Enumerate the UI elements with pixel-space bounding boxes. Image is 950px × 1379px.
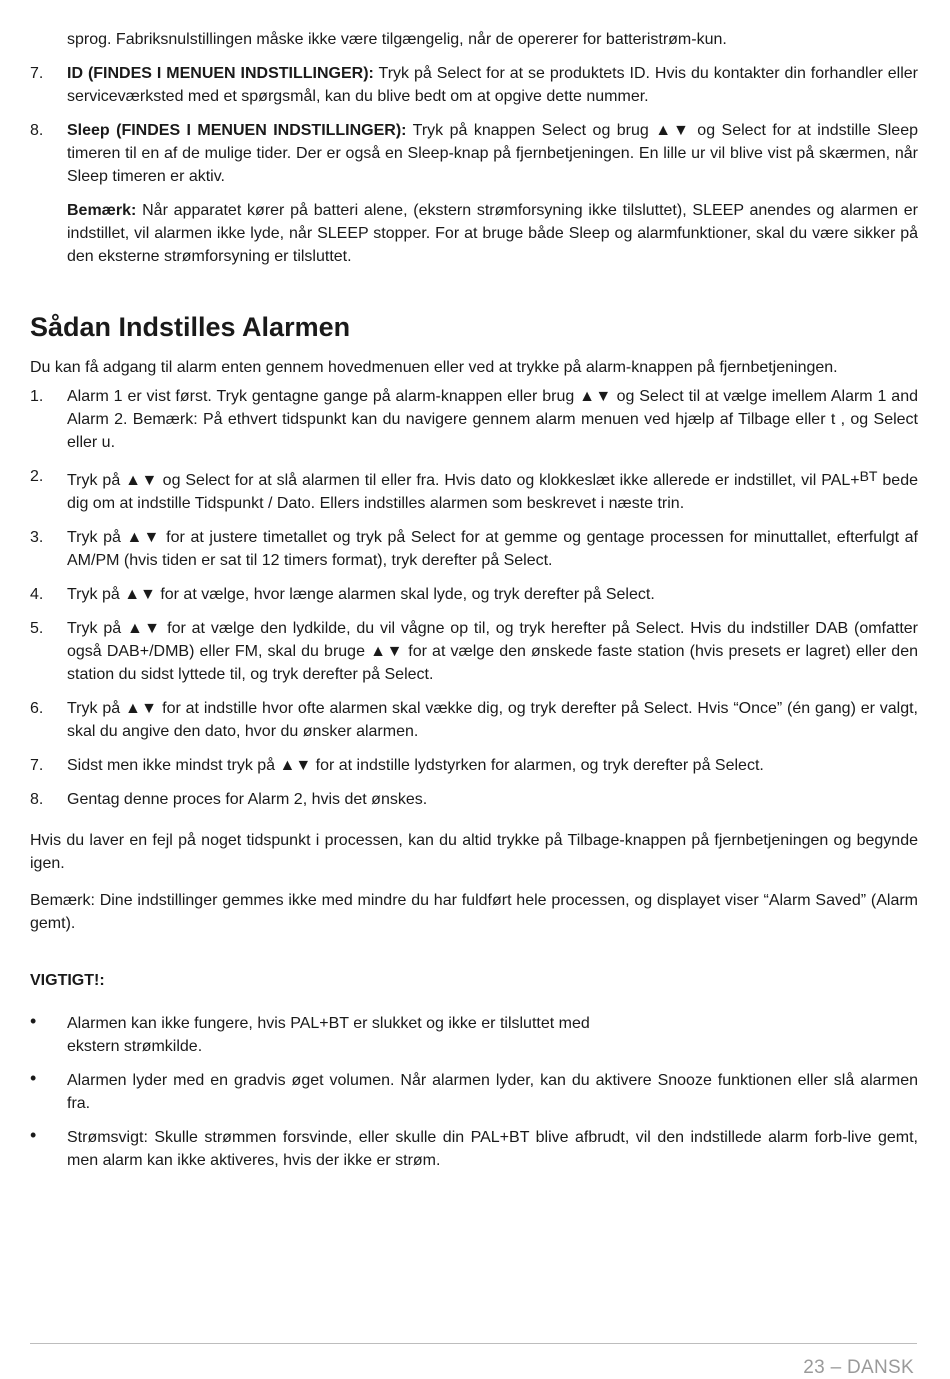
page-content: [30, 28, 918, 1172]
settings-item-id: [30, 62, 918, 108]
note-label: Bemærk:: [67, 202, 137, 219]
error-note: Hvis du laver en fejl på noget tidspunkt i processen, kan du altid trykke på Tilbage-knappen på fjernbetjeningen og begynde igen.: [30, 832, 918, 872]
alarm-step: [30, 617, 918, 686]
item-label: Sleep (FINDES I MENUEN INDSTILLINGER):: [67, 122, 407, 139]
alarm-step: [30, 385, 918, 454]
step-text: Tryk på ▲▼ for at vælge, hvor længe alarmen skal lyde, og tryk derefter på Select.: [67, 586, 655, 603]
step-text: Tryk på ▲▼ for at justere timetallet og tryk på Select for at gemme og gentage processen for minuttallet, efterfulgt af AM/PM (hvis tiden er sat til 12 timers format), tryk derefter på Select.: [67, 529, 918, 569]
alarm-step: [30, 465, 918, 515]
alarm-step: [30, 788, 918, 811]
page-number-label: 23 – DANSK: [803, 1357, 914, 1378]
continuation-text: sprog. Fabriksnulstillingen måske ikke være tilgængelig, når de opererer for batteristrøm-kun.: [67, 31, 727, 48]
step-text: Gentag denne proces for Alarm 2, hvis det ønskes.: [67, 791, 428, 808]
item-text: Tryk på knappen Select og brug ▲▼ og Select for at indstille Sleep timeren til en af de mulige tider. Der er også en Sleep-knap på fjernbetjeningen. En lille ur vil blive vist på skærmen, når Sleep timeren er aktiv.: [67, 122, 918, 185]
bullet-text: Alarmen kan ikke fungere, hvis PAL+BT er slukket og ikke er tilsluttet med: [67, 1015, 590, 1032]
sleep-note: [30, 199, 918, 268]
step-text-continued: bede dig om at indstille Tidspunkt / Dato. Ellers indstilles alarmen som beskrevet i næste trin.: [67, 472, 918, 512]
bullet-text: Alarmen lyder med en gradvis øget volumen. Når alarmen lyder, kan du aktivere Snooze funktionen eller slå alarmen fra.: [67, 1072, 918, 1112]
step-text: Tryk på ▲▼ for at indstille hvor ofte alarmen skal vække dig, og tryk derefter på Select. Hvis “Once” (én gang) er valgt, skal du angive den dato, hvor du ønsker alarmen.: [67, 700, 918, 740]
important-heading: VIGTIGT!:: [30, 972, 105, 989]
important-bullet: [30, 1126, 918, 1172]
item-label: ID (FINDES I MENUEN INDSTILLINGER):: [67, 65, 374, 82]
item-text: Tryk på Select for at se produktets ID. Hvis du kontakter din forhandler eller serviceværksted med et spørgsmål, kan du blive bedt om at opgive dette nummer.: [67, 65, 919, 105]
item-number: 7.: [30, 65, 44, 82]
note-text: Når apparatet kører på batteri alene, (ekstern strømforsyning ikke tilsluttet), SLEEP anendes og alarmen er indstillet, vil alarmen ikke lyde, når SLEEP stopper. For at bruge både Sleep og alarmfunktioner, skal du være sikker på den eksterne strømforsyning er tilsluttet.: [67, 202, 918, 265]
step-number: 1.: [30, 388, 44, 405]
step-text: Tryk på ▲▼ og Select for at slå alarmen til eller fra. Hvis dato og klokkeslæt ikke allerede er indstillet, vil PAL+: [67, 472, 860, 489]
step-number: 4.: [30, 586, 44, 603]
step-number: 2.: [30, 468, 44, 485]
footer-divider: [30, 1343, 917, 1344]
bullet-dot: •: [30, 1125, 37, 1145]
step-text: Alarm 1 er vist først. Tryk gentagne gange på alarm-knappen eller brug ▲▼ og Select til at vælge imellem Alarm 1 and Alarm 2. Bemærk: På ethvert tidspunkt kan du navigere gennem alarm menuen ved hjælp af Tilbage eller t , og Select eller u.: [67, 388, 918, 451]
step-text: Tryk på ▲▼ for at vælge den lydkilde, du vil vågne op til, og tryk herefter på Select. Hvis du indstiller DAB (omfatter også DAB+/DMB) eller FM, skal du bruge ▲▼ for at vælge den ønskede faste station (hvis presets er lagret) eller den station du sidst lyttede til, og tryk derefter på Select.: [67, 620, 918, 683]
saved-note: Bemærk: Dine indstillinger gemmes ikke med mindre du har fuldført hele processen, og displayet viser “Alarm Saved” (Alarm gemt).: [30, 892, 918, 932]
section-intro: Du kan få adgang til alarm enten gennem hovedmenuen eller ved at trykke på alarm-knappen på fjernbetjeningen.: [30, 359, 838, 376]
alarm-step: [30, 697, 918, 743]
item-number: 8.: [30, 122, 44, 139]
bullet-text: Strømsvigt: Skulle strømmen forsvinde, eller skulle din PAL+BT blive afbrudt, vil den indstillede alarm forb-live gemt, men alarm kan ikke aktiveres, hvis der ikke er strøm.: [67, 1129, 918, 1169]
alarm-step: [30, 583, 918, 606]
step-number: 5.: [30, 620, 44, 637]
bullet-dot: •: [30, 1068, 37, 1088]
step-number: 7.: [30, 757, 44, 774]
step-number: 3.: [30, 529, 44, 546]
step-number: 8.: [30, 791, 44, 808]
step-text: Sidst men ikke mindst tryk på ▲▼ for at indstille lydstyrken for alarmen, og tryk derefter på Select.: [67, 757, 764, 774]
settings-item-sleep: [30, 119, 918, 188]
bullet-text-continued: ekstern strømkilde.: [67, 1038, 203, 1055]
step-superscript: BT: [859, 468, 878, 484]
alarm-step: [30, 754, 918, 777]
important-bullet: [30, 1069, 918, 1115]
bullet-dot: •: [30, 1011, 37, 1031]
step-number: 6.: [30, 700, 44, 717]
alarm-step: [30, 526, 918, 572]
important-bullet: [30, 1012, 918, 1058]
section-title: Sådan Indstilles Alarmen: [30, 312, 351, 342]
